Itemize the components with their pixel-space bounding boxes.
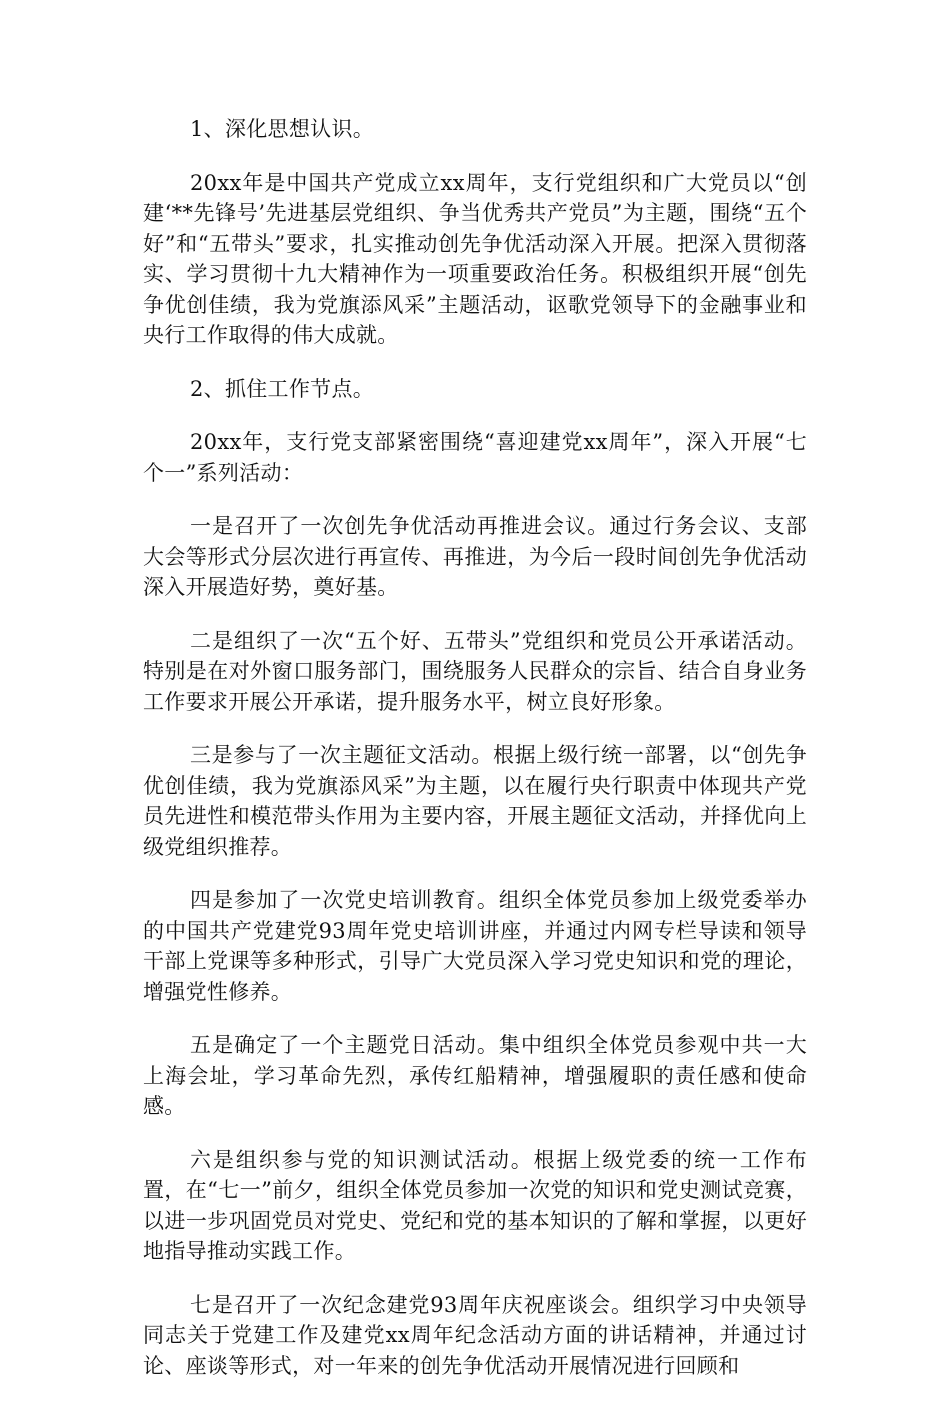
paragraph-item-5: 五是确定了一个主题党日活动。集中组织全体党员参观中共一大上海会址，学习革命先烈，承传红船精神，增强履职的责任感和使命感。 bbox=[143, 1033, 807, 1118]
section-heading-1: 1、深化思想认识。 bbox=[190, 117, 375, 141]
paragraph-activities-intro: 20xx年，支行党支部紧密围绕“喜迎建党xx周年”，深入开展“七个一”系列活动： bbox=[143, 430, 807, 485]
paragraph-item-4: 四是参加了一次党史培训教育。组织全体党员参加上级党委举办的中国共产党建党93周年党史培训讲座，并通过内网专栏导读和领导干部上党课等多种形式，引导广大党员深入学习党史知识和党的理论，增强党性修养。 bbox=[143, 888, 807, 1004]
section-heading-2: 2、抓住工作节点。 bbox=[190, 376, 375, 401]
paragraph-item-6: 六是组织参与党的知识测试活动。根据上级党委的统一工作布置，在“七一”前夕，组织全体党员参加一次党的知识和党史测试竞赛，以进一步巩固党员对党史、党纪和党的基本知识的了解和掌握，以更好地指导推动实践工作。 bbox=[143, 1147, 807, 1263]
paragraph-item-1: 一是召开了一次创先争优活动再推进会议。通过行务会议、支部大会等形式分层次进行再宣传、再推进，为今后一段时间创先争优活动深入开展造好势，奠好基。 bbox=[143, 514, 807, 599]
paragraph-item-7: 七是召开了一次纪念建党93周年庆祝座谈会。组织学习中央领导同志关于党建工作及建党xx周年纪念活动方面的讲话精神，并通过讨论、座谈等形式，对一年来的创先争优活动开展情况进行回顾和 bbox=[143, 1292, 807, 1378]
paragraph-item-2: 二是组织了一次“五个好、五带头”党组织和党员公开承诺活动。特别是在对外窗口服务部门，围绕服务人民群众的宗旨、结合自身业务工作要求开展公开承诺，提升服务水平，树立良好形象。 bbox=[143, 628, 807, 714]
paragraph-intro: 20xx年是中国共产党成立xx周年，支行党组织和广大党员以“创建‘**先锋号’先进基层党组织、争当优秀共产党员”为主题，围绕“五个好”和“五带头”要求，扎实推动创先争优活动深入开展。把深入贯彻落实、学习贯彻十九大精神作为一项重要政治任务。积极组织开展“创先争优创佳绩，我为党旗添风采”主题活动，讴歌党领导下的金融事业和央行工作取得的伟大成就。 bbox=[143, 170, 807, 347]
paragraph-item-3: 三是参与了一次主题征文活动。根据上级行统一部署，以“创先争优创佳绩，我为党旗添风采”为主题，以在履行央行职责中体现共产党员先进性和模范带头作用为主要内容，开展主题征文活动，并择优向上级党组织推荐。 bbox=[143, 743, 807, 859]
document-body bbox=[143, 114, 807, 1404]
